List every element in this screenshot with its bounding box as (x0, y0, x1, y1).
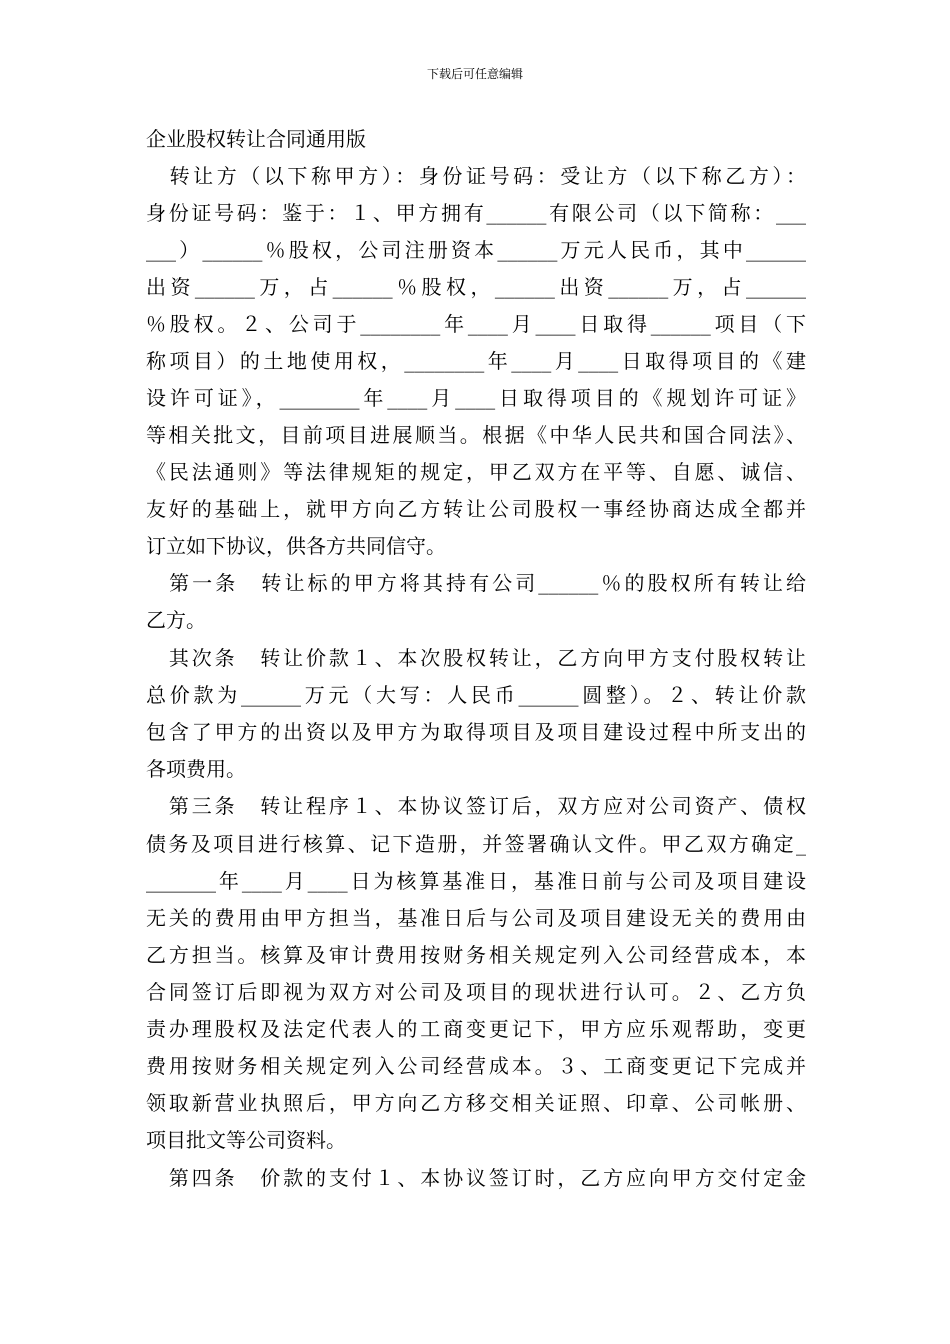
body-line: _______年____月____日为核算基准日，基准日前与公司及项目建设 (146, 869, 806, 893)
body-line: ％股权。２、公司于________年____月____日取得______项目（下 (146, 312, 806, 336)
body-line: 等相关批文，目前项目进展顺当。根据《中华人民共和国合同法》、 (146, 423, 806, 447)
body-line: 无关的费用由甲方担当，基准日后与公司及项目建设无关的费用由 (146, 906, 806, 930)
body-line: 债务及项目进行核算、记下造册，并签署确认文件。甲乙双方确定_ (146, 832, 806, 856)
body-line: 订立如下协议，供各方共同信守。 (146, 534, 446, 558)
page-header-note: 下载后可任意编辑 (426, 67, 523, 81)
body-line: 总价款为______万元（大写：人民币______圆整）。２、转让价款 (146, 683, 806, 707)
body-line: 合同签订后即视为双方对公司及项目的现状进行认可。２、乙方负 (146, 980, 806, 1004)
body-line: 设许可证》，________年____月____日取得项目的《规划许可证》 (146, 386, 806, 410)
body-line: 费用按财务相关规定列入公司经营成本。３、工商变更记下完成并 (146, 1054, 806, 1078)
body-line: 出资______万，占______％股权，______出资______万，占______ (146, 275, 806, 299)
body-line: 包含了甲方的出资以及甲方为取得项目及项目建设过程中所支出的 (146, 720, 806, 744)
body-line: 责办理股权及法定代表人的工商变更记下，甲方应乐观帮助，变更 (146, 1017, 806, 1041)
body-line: 第四条 价款的支付１、本协议签订时，乙方应向甲方交付定金 (146, 1166, 806, 1190)
body-line: 转让方（以下称甲方）：身份证号码：受让方（以下称乙方）： (146, 164, 806, 188)
body-line: 项目批文等公司资料。 (146, 1128, 346, 1152)
body-line: 身份证号码：鉴于：１、甲方拥有______有限公司（以下简称：___ (146, 201, 806, 225)
body-line: 乙方担当。核算及审计费用按财务相关规定列入公司经营成本，本 (146, 943, 806, 967)
document-title: 企业股权转让合同通用版 (146, 127, 366, 151)
body-line: 乙方。 (146, 608, 206, 632)
body-line: 《民法通则》等法律规矩的规定，甲乙双方在平等、自愿、诚信、 (146, 460, 806, 484)
body-line: 第一条 转让标的甲方将其持有公司______％的股权所有转让给 (146, 571, 806, 595)
body-line: 领取新营业执照后，甲方向乙方移交相关证照、印章、公司帐册、 (146, 1091, 806, 1115)
body-line: 称项目）的土地使用权，________年____月____日取得项目的《建 (146, 349, 806, 373)
body-line: 第三条 转让程序１、本协议签订后，双方应对公司资产、债权 (146, 794, 806, 818)
body-line: 各项费用。 (146, 757, 246, 781)
body-line: 友好的基础上，就甲方向乙方转让公司股权一事经协商达成全都并 (146, 497, 806, 521)
body-line: ___）______％股权，公司注册资本______万元人民币，其中______ (146, 238, 806, 262)
body-line: 其次条 转让价款１、本次股权转让，乙方向甲方支付股权转让 (146, 646, 806, 670)
